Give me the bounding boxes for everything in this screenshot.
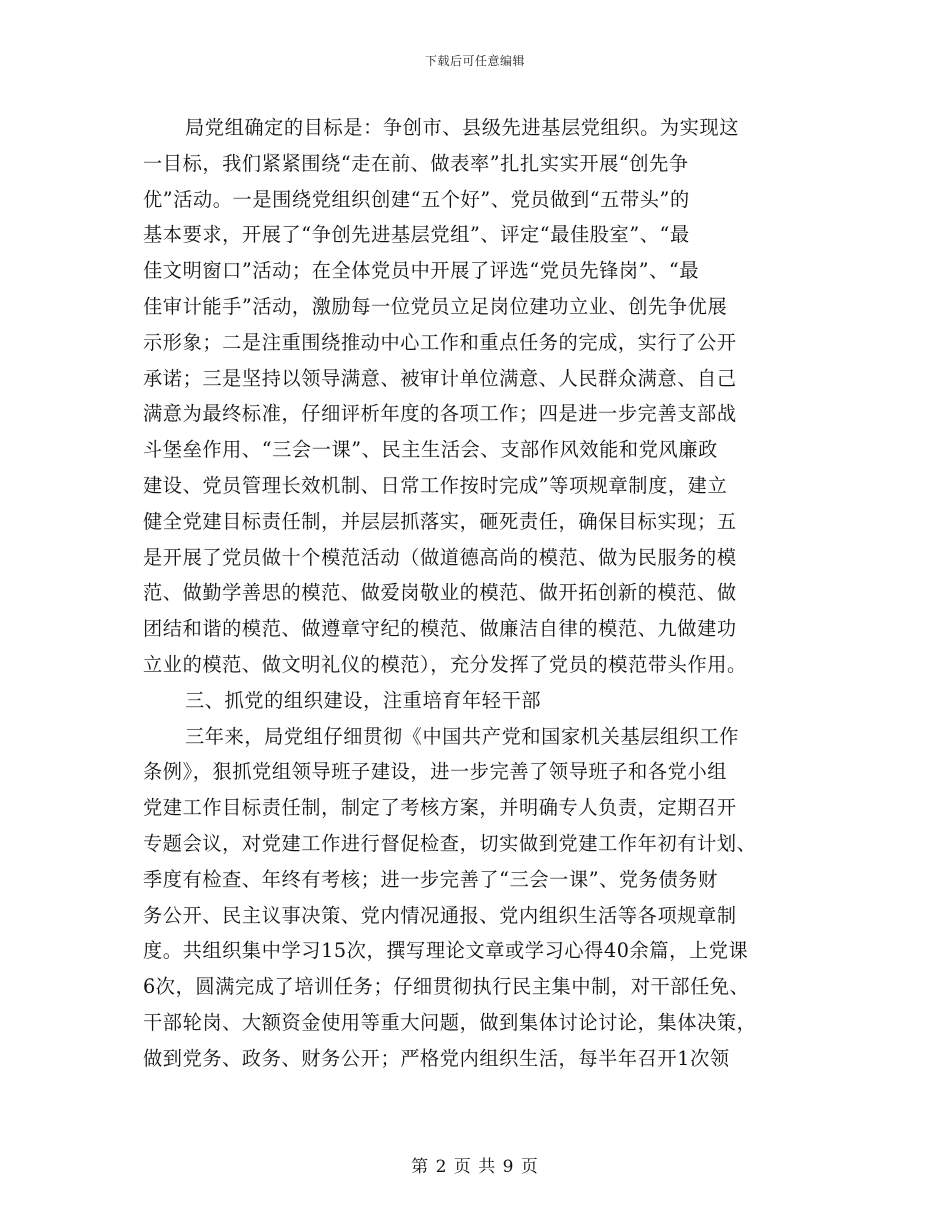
section-heading: 三、抓党的组织建设，注重培育年轻干部 bbox=[185, 688, 542, 712]
paragraph-line: 范、做勤学善思的模范、做爱岗敬业的模范、做开拓创新的模范、做 bbox=[143, 581, 737, 605]
paragraph-line: 三年来，局党组仔细贯彻《中国共产党和国家机关基层组织工作 bbox=[185, 724, 740, 748]
paragraph-line: 做到党务、政务、财务公开；严格党内组织生活，每半年召开1次领 bbox=[143, 1046, 730, 1070]
paragraph-line: 是开展了党员做十个模范活动（做道德高尚的模范、做为民服务的模 bbox=[143, 545, 737, 569]
paragraph-line: 建设、党员管理长效机制、日常工作按时完成”等项规章制度，建立 bbox=[143, 473, 728, 497]
paragraph-line: 干部轮岗、大额资金使用等重大问题，做到集体讨论讨论，集体决策， bbox=[143, 1010, 757, 1034]
paragraph-line: 团结和谐的模范、做遵章守纪的模范、做廉洁自律的模范、九做建功 bbox=[143, 617, 737, 641]
paragraph-line: 佳文明窗口”活动；在全体党员中开展了评选“党员先锋岗”、“最 bbox=[143, 259, 700, 283]
paragraph-line: 度。共组织集中学习15次，撰写理论文章或学习心得40余篇，上党课 bbox=[143, 939, 749, 963]
paragraph-line: 斗堡垒作用、“三会一课”、民主生活会、支部作风效能和党风廉政 bbox=[143, 438, 718, 462]
paragraph-line: 承诺；三是坚持以领导满意、被审计单位满意、人民群众满意、自己 bbox=[143, 366, 737, 390]
paragraph-line: 一目标，我们紧紧围绕“走在前、做表率”扎扎实实开展“创先争 bbox=[143, 151, 689, 175]
paragraph-line: 佳审计能手”活动，激励每一位党员立足岗位建功立业、创先争优展 bbox=[143, 294, 728, 318]
page-number: 第 2 页 共 9 页 bbox=[411, 1157, 539, 1177]
paragraph-line: 优”活动。一是围绕党组织创建“五个好”、党员做到“五带头”的 bbox=[143, 187, 690, 211]
paragraph-line: 健全党建目标责任制，并层层抓落实，砸死责任，确保目标实现；五 bbox=[143, 509, 737, 533]
body-text bbox=[143, 110, 813, 1077]
header-note: 下载后可任意编辑 bbox=[424, 54, 525, 68]
paragraph-line: 6次，圆满完成了培训任务；仔细贯彻执行民主集中制，对干部任免、 bbox=[143, 975, 750, 999]
paragraph-line: 基本要求，开展了“争创先进基层党组”、评定“最佳股室”、“最 bbox=[143, 223, 690, 247]
paragraph-line: 局党组确定的目标是：争创市、县级先进基层党组织。为实现这 bbox=[185, 116, 740, 139]
paragraph-line: 党建工作目标责任制，制定了考核方案，并明确专人负责，定期召开 bbox=[143, 796, 737, 820]
paragraph-line: 专题会议，对党建工作进行督促检查，切实做到党建工作年初有计划、 bbox=[143, 831, 757, 855]
paragraph-line: 季度有检查、年终有考核；进一步完善了“三会一课”、党务债务财 bbox=[143, 867, 718, 891]
paragraph-line: 条例》，狠抓党组领导班子建设，进一步完善了领导班子和各党小组 bbox=[143, 760, 728, 784]
paragraph-line: 满意为最终标准，仔细评析年度的各项工作；四是进一步完善支部战 bbox=[143, 402, 737, 426]
paragraph-line: 务公开、民主议事决策、党内情况通报、党内组织生活等各项规章制 bbox=[143, 903, 737, 927]
paragraph-line: 立业的模范、做文明礼仪的模范），充分发挥了党员的模范带头作用。 bbox=[143, 652, 747, 676]
paragraph-line: 示形象；二是注重围绕推动中心工作和重点任务的完成，实行了公开 bbox=[143, 330, 737, 354]
